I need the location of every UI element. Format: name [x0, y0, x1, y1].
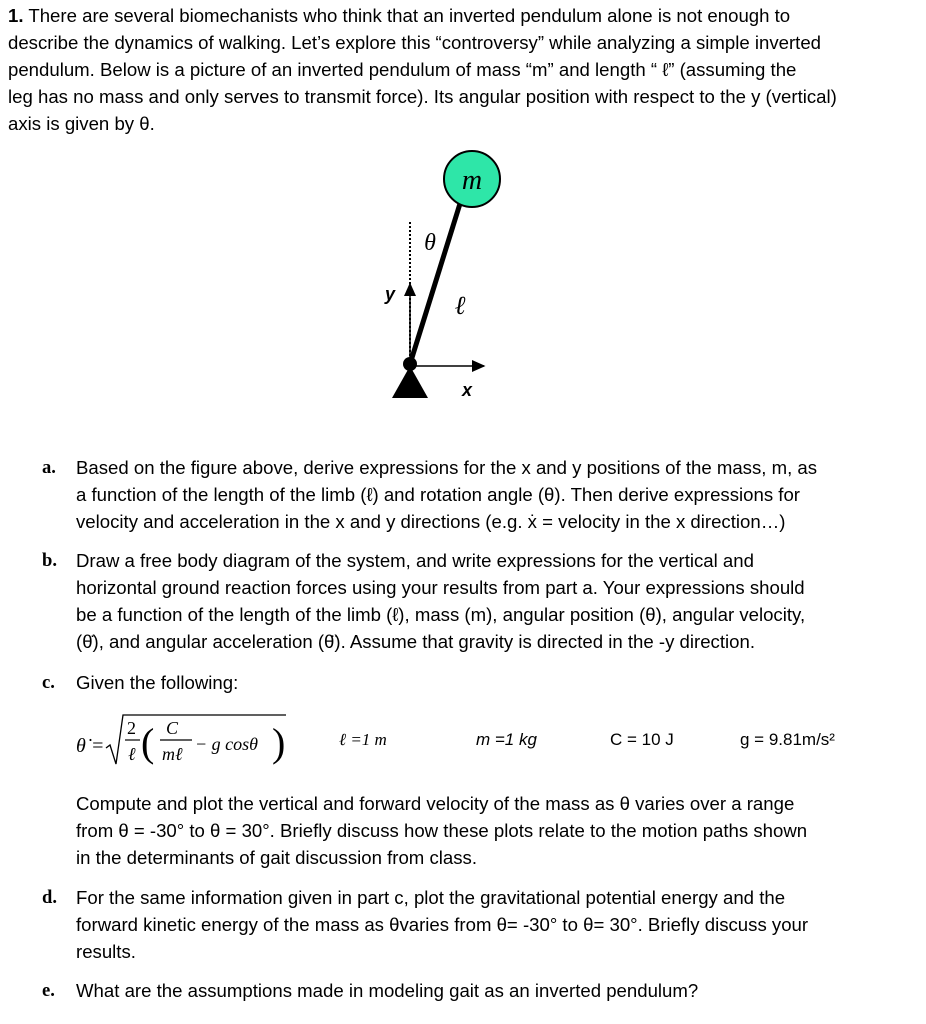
mass-label: m — [461, 165, 483, 196]
theta-label: θ — [424, 230, 436, 256]
theta-dot-formula — [76, 712, 316, 772]
part-c-intro: Given the following: — [76, 672, 239, 693]
svg-text:2: 2 — [127, 718, 136, 738]
part-b: Draw a free body diagram of the system, and write expressions for the vertical and horizontal ground reaction forces using your results from part a. Your expressions should be a function of the length of the limb (ℓ), mass (m), angular position (θ), angular velocity, (θ̇), and angular acceleration (θ̈). Assume that gravity is directed in the -y direction. — [76, 550, 806, 652]
question-intro — [8, 2, 913, 137]
y-axis-label: y — [384, 284, 396, 304]
part-c-label: c. — [42, 672, 55, 693]
svg-text:θ̇ =: θ̇ = — [76, 735, 105, 757]
part-e: What are the assumptions made in modeling gait as an inverted pendulum? — [76, 980, 699, 1001]
part-a-label: a. — [42, 457, 56, 478]
svg-text:C: C — [166, 718, 179, 738]
given-length: ℓ =1 m — [339, 730, 387, 749]
svg-text:mℓ: mℓ — [162, 744, 183, 764]
inverted-pendulum-figure — [360, 150, 560, 410]
intro-line-1: 1. There are several biomechanists who think that an inverted pendulum alone is not enough to — [8, 5, 791, 26]
part-b-label: b. — [42, 550, 57, 571]
given-gravity: g = 9.81m/s² — [740, 730, 835, 749]
ground-support — [392, 366, 428, 398]
svg-text:): ) — [272, 720, 286, 765]
svg-text:− g cosθ: − g cosθ — [195, 734, 258, 754]
given-values — [76, 712, 888, 772]
svg-text:(: ( — [141, 720, 155, 765]
intro-line-5: axis is given by θ. — [8, 113, 155, 134]
intro-line-2: describe the dynamics of walking. Let’s explore this “controversy” while analyzing a simple inverted — [8, 32, 821, 53]
question-number: 1. — [8, 5, 24, 26]
part-c-body: Compute and plot the vertical and forward velocity of the mass as θ varies over a range from θ = -30° to θ = 30°. Briefly discuss how these plots relate to the motion paths shown in the determinants of gait discussion from class. — [76, 793, 808, 868]
part-e-label: e. — [42, 980, 55, 1001]
length-label: ℓ — [454, 291, 466, 320]
x-axis-label: x — [461, 380, 473, 400]
part-a: Based on the figure above, derive expressions for the x and y positions of the mass, m, as a function of the length of the limb (ℓ) and rotation angle (θ). Then derive expressions for velocity and acceleration in the x and y directions (e.g. ẋ = velocity in the x direction…) — [76, 457, 818, 532]
intro-line-4: leg has no mass and only serves to transmit force). Its angular position with respect to the y (vertical) — [8, 86, 837, 107]
pendulum-leg — [410, 194, 463, 364]
part-d-label: d. — [42, 887, 57, 908]
svg-text:ℓ: ℓ — [128, 744, 136, 764]
part-d: For the same information given in part c, plot the gravitational potential energy and the forward kinetic energy of the mass as θvaries from θ= -30° to θ= 30°. Briefly discuss your results. — [76, 887, 809, 962]
given-mass: m =1 kg — [476, 730, 537, 749]
given-constant: C = 10 J — [610, 730, 674, 749]
intro-line-3: pendulum. Below is a picture of an inverted pendulum of mass “m” and length “ ℓ” (assuming the — [8, 59, 797, 80]
